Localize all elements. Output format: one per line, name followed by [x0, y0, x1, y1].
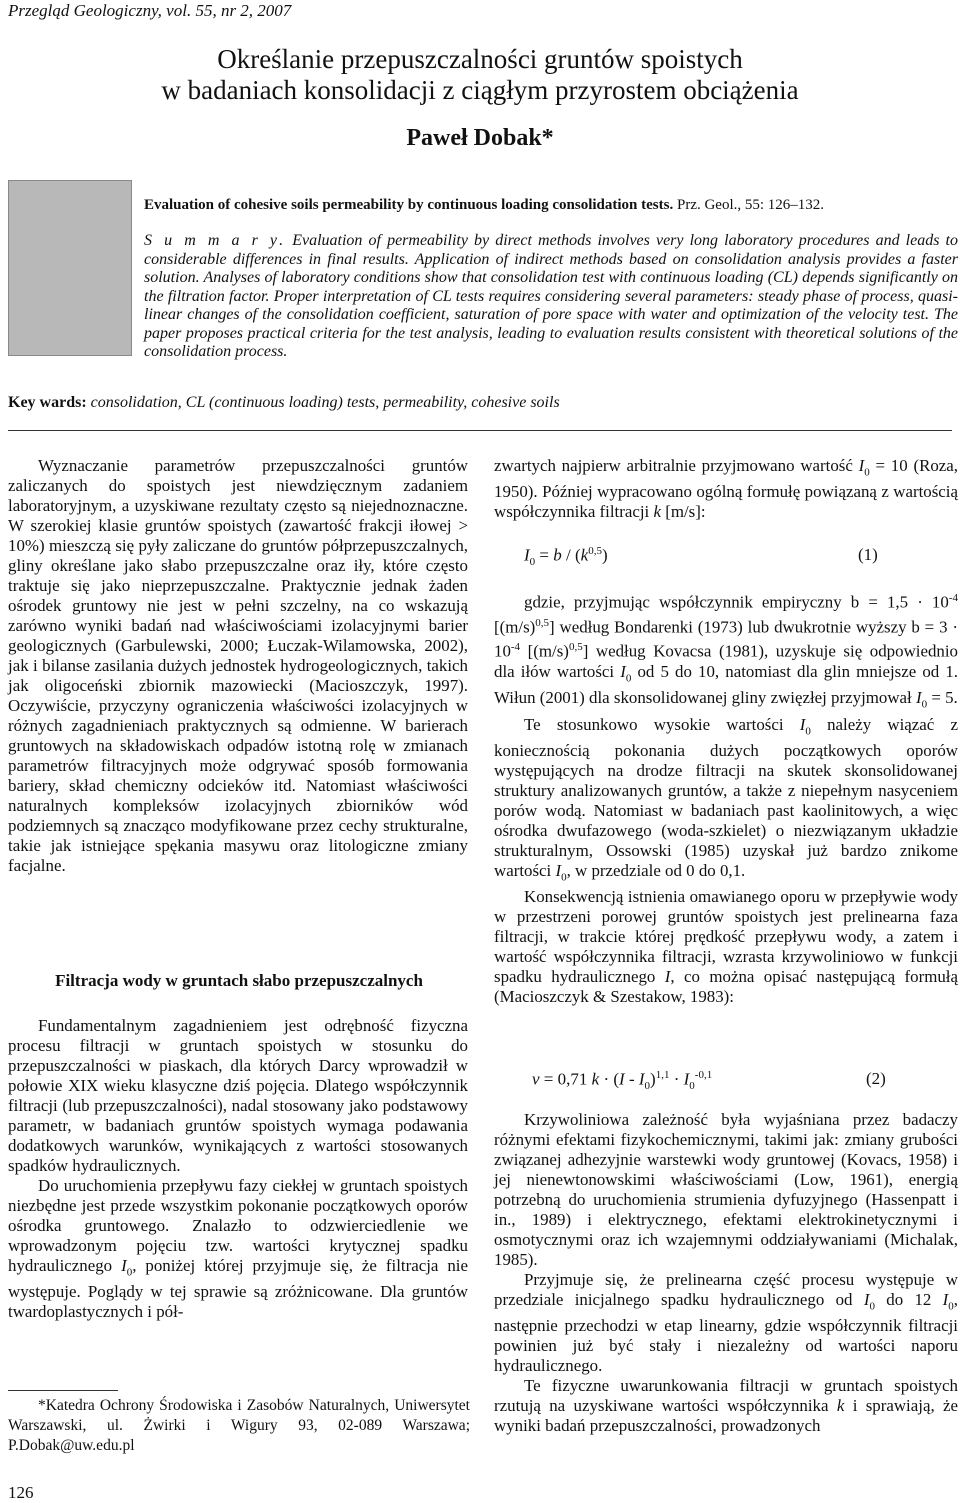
- left-paragraph-2: Fundamentalnym zagadnieniem jest odrębność fizyczna procesu filtracji w gruntach spoistych w stosunku do przepuszczalności w piaskach, dla których Darcy wprowadził w połowie XIX wieku klasyczne dziś pojęcia. Dlatego współczynnik filtracji (lub przepuszczalności), nadal stosowany jako podstawowy parametr, w badaniach gruntów spoistych wymaga podawania dodatkowych warunków, wynikających z wartości stosowanych spadków hydraulicznych.: [8, 1016, 468, 1175]
- right-paragraph-6c: , następnie przechodzi w etap linearny, gdzie współczynnik filtracji powinien już być stały i niezależny od wartości naporu hydraulicznego.: [494, 1290, 958, 1376]
- right-paragraph-1: zwartych najpierw arbitralnie przyjmowano wartość $I_0 = 10$ (Roza, 1950). Później wypracowano ogólną formułę powiązaną z wartością współczynnika filtracji k [m/s]:: [494, 456, 959, 522]
- left-paragraph-3b: , poniżej której przyjmuje się, że filtracja nie występuje. Poglądy w tej sprawie są zróżnicowane. Dla gruntów twardoplastycznych i pół-: [8, 1256, 468, 1322]
- right-paragraph-2g: = 5.: [927, 688, 958, 708]
- right-paragraph-7a: Te fizyczne uwarunkowania filtracji w gruntach spoistych rzutują na uzyskiwane wartości współczynnika: [494, 1376, 958, 1416]
- left-paragraph-1: Wyznaczanie parametrów przepuszczalności gruntów zaliczanych do spoistych jest niewdzięcznym zadaniem laboratoryjnym, a uzyskiwane rezultaty często są niejednoznaczne. W szerokiej klasie gruntów spoistych (zawartość frakcji iłowej > 10%) mieszczą się pyły zaliczane do gruntów półprzepuszczalnych, gliny określane jako słabo przepuszczalne oraz iły, które często traktuje się jako nieprzepuszczalne. Praktycznie jednak żaden ośrodek gruntowy nie jest w pełni szczelny, na co wskazują zarówno wyniki badań nad właściwościami izolacyjnymi barier geologicznych (Garbulewski, 2000; Łuczak-Wilamowska, 2002), jak i bilanse zasilania dużych jednostek hydrogeologicznych, takich jak oligoceński zbiornik mazowiecki (Macioszczyk, 1997). Oczywiście, przyczyny ograniczenia właściwości izolacyjnych w różnych zagadnieniach praktycznych są odmienne. W barierach gruntowych na składowiskach odpadów istotną rolę w zmianach parametrów filtracyjnych może odgrywać sposób formowania bariery, skład chemiczny odcieków itd. Natomiast właściwości naturalnych kompleksów izolacyjnych zbiorników wód podziemnych są znacząco modyfikowane przez cechy strukturalne, takie jak istniejące spękania masywu oraz litologiczne zmiany facjalne.: [8, 456, 468, 875]
- right-paragraph-2f: od 5 do 10, natomiast dla glin mniejsze od 1. Wiłun (2001) dla skonsolidowanej gliny zwięzłej przyjmował: [494, 661, 958, 708]
- equation-1: $I_0 = b / (k^{0,5})$: [524, 545, 608, 569]
- right-paragraph-2a: gdzie, przyjmując współczynnik empiryczny b = 1,5 · 10: [524, 592, 949, 612]
- symbol-I0: I: [121, 1256, 127, 1275]
- right-paragraph-7: Te fizyczne uwarunkowania filtracji w gruntach spoistych rzutują na uzyskiwane wartości współczynnika k i sprawiają, że wyniki badań przepuszczalności, prowadzonych: [494, 1376, 959, 1436]
- right-paragraph-2d: [(m/s): [520, 641, 569, 661]
- right-paragraph-6a: Przyjmuje się, że prelinearna część procesu występuje w przedziale inicjalnego spadku hydraulicznego od: [494, 1270, 958, 1309]
- citation: [144, 197, 954, 214]
- author-name: Paweł Dobak*: [406, 125, 554, 151]
- keywords: [8, 394, 948, 412]
- footnote: *Katedra Ochrony Środowiska i Zasobów Naturalnych, Uniwersytet Warszawski, ul. Żwirki i Wigury 93, 02-089 Warszawa; P.Dobak@uw.edu.pl: [8, 1397, 470, 1454]
- left-column: [8, 456, 468, 876]
- equation-2-number: (2): [866, 1069, 886, 1088]
- left-paragraph-3: Do uruchomienia przepływu fazy ciekłej w gruntach spoistych niezbędne jest przede wszystkim pokonanie początkowych oporów ośrodka gruntowego. Znalazło to odzwierciedlenie we wprowadzonym pojęciu tzw. wartości krytycznej spadku hydraulicznego $I_0$, poniżej której przyjmuje się, że filtracja nie występuje. Poglądy w tej sprawie są zróżnicowane. Dla gruntów twardoplastycznych i pół-: [8, 1176, 468, 1322]
- right-paragraph-3a: Te stosunkowo wysokie wartości: [524, 714, 800, 734]
- summary-text: Evaluation of permeability by direct methods involves very long laboratory procedures and leads to considerable differences in final results. Application of indirect methods based on consolidation analysis provides a faster solution. Analyses of laboratory conditions show that consolidation test with continuous loading (CL) depends significantly on the filtration factor. Proper interpretation of CL tests requires considering several parameters: steady phase of process, quasi-linear changes of the consolidation coefficient, saturation of pore space with water and optimization of the velocity test. The paper proposes practical criteria for the test analysis, leading to evaluation results consistent with theoretical solutions of the consolidation process.: [144, 232, 958, 360]
- summary: [144, 232, 958, 362]
- right-column-mid: [494, 588, 958, 1007]
- article-title-line-1: Określanie przepuszczalności gruntów spoistych: [217, 44, 743, 74]
- right-paragraph-1c: [m/s]:: [660, 502, 706, 522]
- right-column-top: [494, 456, 958, 522]
- keywords-label: Key wards:: [8, 394, 87, 411]
- section-heading: Filtracja wody w gruntach słabo przepuszczalnych: [55, 971, 423, 990]
- citation-title: Evaluation of cohesive soils permeability by continuous loading consolidation tests.: [144, 197, 674, 213]
- right-paragraph-4: Konsekwencją istnienia omawianego oporu w przepływie wody w przestrzeni porowej gruntów spoistych jest prelinearna faza filtracji, w trakcie której prędkość przepływu wody, a zatem i wartość współczynnika filtracji, wzrasta krzywoliniowo w funkcji spadku hydraulicznego I, co można opisać następującą formułą (Macioszczyk & Szestakow, 1983):: [494, 887, 958, 1007]
- citation-ref: Prz. Geol., 55: 126–132.: [673, 197, 825, 213]
- footnote-rule: [8, 1390, 118, 1391]
- right-paragraph-6b: do 12: [874, 1290, 943, 1309]
- keywords-text: consolidation, CL (continuous loading) tests, permeability, cohesive soils: [86, 394, 560, 411]
- journal-header: Przegląd Geologiczny, vol. 55, nr 2, 2007: [8, 1, 292, 20]
- summary-lead: S u m m a r y.: [144, 232, 287, 249]
- page-number: 126: [8, 1483, 34, 1502]
- right-paragraph-3: Te stosunkowo wysokie wartości $I_0$ należy wiązać z koniecznością pokonania dużych początkowych oporów występujących na drodze filtracji na skutek skonsolidowanej struktury analizowanych gruntów, a także z niepełnym nasyceniem porów wodą. Natomiast w badaniach past kaolinitowych, a więc ośrodka dwufazowego (woda-szkielet) o niezwiązanym układzie strukturalnym, Ossowski (1985) uzyskał już bardzo znikome wartości $I_0$, w przedziale od 0 do 0,1.: [494, 714, 958, 884]
- left-paragraph-3a: Do uruchomienia przepływu fazy ciekłej w gruntach spoistych niezbędne jest przede wszystkim pokonanie początkowych oporów ośrodka gruntowego. Znalazło to odzwierciedlenie we wprowadzonym pojęciu tzw. wartości krytycznej spadku hydraulicznego: [8, 1176, 468, 1275]
- equation-2: v = 0,71 $k \cdot (I - I_0)^{1,1} \cdot I_0^{-0,1}$: [532, 1069, 713, 1093]
- right-paragraph-2b: [(m/s): [494, 617, 536, 637]
- header-divider: [8, 430, 952, 431]
- right-paragraph-5: Krzywoliniowa zależność była wyjaśniana przez badaczy różnymi efektami fizykochemicznymi, takimi jak: zmiany grubości związanej adhezyjnie warstewki wody gruntowej (Kovacs, 1958) i jej nienewtonowskimi właściwościami (Low, 1961), energią potrzebną do uruchomienia strumienia dyfuzyjnego (Hassenpatt i in., 1989) i elektrycznego, efektami elektrokinetycznymi i osmotycznymi oraz ich wzajemnymi oddziaływaniami (Michalak, 1985).: [494, 1110, 958, 1269]
- right-paragraph-6: Przyjmuje się, że prelinearna część procesu występuje w przedziale inicjalnego spadku hydraulicznego od $I_0$ do 12 $I_0$, następnie przechodzi w etap linearny, gdzie współczynnik filtracji powinien już być stały i niezależny od wartości naporu hydraulicznego.: [494, 1270, 958, 1376]
- right-paragraph-3b: należy wiązać z koniecznością pokonania dużych początkowych oporów występujących na drodze filtracji na skutek skonsolidowanej struktury analizowanych gruntów, a także z niepełnym nasyceniem porów wodą. Natomiast w badaniach past kaolinitowych, a więc ośrodka dwufazowego (woda-szkielet) o niezwiązanym układzie strukturalnym, Ossowski (1985) uzyskał już bardzo znikome wartości: [494, 714, 958, 880]
- left-column-2: [8, 1016, 468, 1322]
- right-paragraph-2: gdzie, przyjmując współczynnik empiryczny $b = 1,5 \cdot 10^{-4}$ $[(m/s)^{0,5}]$ według Bondarenki (1973) lub dwukrotnie wyższy $b = 3 \cdot 10^{-4}$ $[(m/s)^{0,5}]$ według Kovacsa (1981), uzyskuje się odpowiednio dla iłów wartości $I_0$ od 5 do 10, natomiast dla glin mniejsze od 1. Wiłun (2001) dla skonsolidowanej gliny zwięzłej przyjmował $I_0 = 5$.: [494, 592, 958, 711]
- right-paragraph-1a: zwartych najpierw arbitralnie przyjmowano wartość: [494, 456, 859, 475]
- right-paragraph-2c: ] według Bondarenki (1973) lub dwukrotnie wyższy b = 3 · 10: [494, 617, 958, 661]
- right-paragraph-4a: Konsekwencją istnienia omawianego oporu w przepływie wody w przestrzeni porowej gruntów spoistych jest prelinearna faza filtracji, w trakcie której prędkość przepływu wody, a zatem i wartość współczynnika filtracji, wzrasta krzywoliniowo w funkcji spadku hydraulicznego: [494, 887, 958, 987]
- right-paragraph-4b: , co można opisać następującą formułą (Macioszczyk & Szestakow, 1983):: [494, 967, 958, 1007]
- right-paragraph-3c: , w przedziale od 0 do 0,1.: [566, 861, 746, 880]
- right-column-bottom: [494, 1110, 958, 1436]
- right-paragraph-2e: ] według Kovacsa (1981), uzyskuje się odpowiednio dla iłów wartości: [494, 641, 958, 681]
- right-paragraph-7b: i sprawiają, że wyniki badań przepuszczalności, prowadzonych: [494, 1396, 959, 1436]
- equation-1-number: (1): [858, 545, 878, 564]
- article-title-line-2: w badaniach konsolidacji z ciągłym przyrostem obciążenia: [161, 75, 799, 105]
- author-photo: [8, 180, 132, 356]
- right-paragraph-1b: = 10 (Roza, 1950). Później wypracowano ogólną formułę powiązaną z wartością współczynnika filtracji: [494, 456, 959, 522]
